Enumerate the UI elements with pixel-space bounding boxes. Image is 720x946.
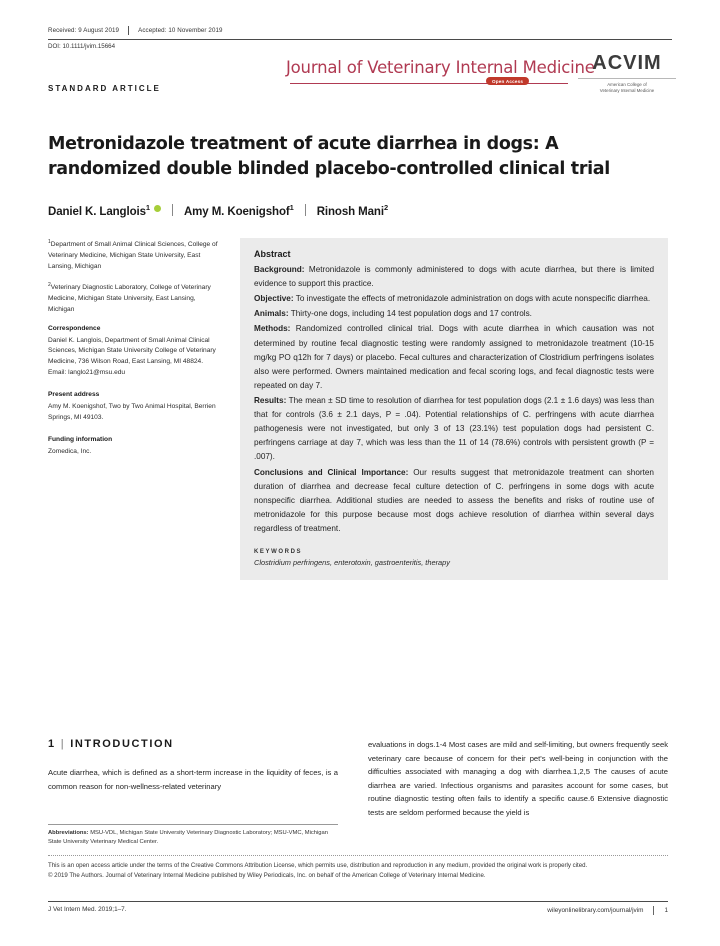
- abstract-label: Objective:: [254, 294, 294, 304]
- doi-line: DOI: 10.1111/jvim.15664: [48, 43, 116, 50]
- author-name: Daniel K. Langlois: [48, 205, 146, 218]
- affiliation-text: Veterinary Diagnostic Laboratory, College of Veterinary Medicine, Michigan State University, East Lansing, Michigan: [48, 284, 211, 313]
- abstract-section-methods: [254, 322, 654, 393]
- abstract-label: Background:: [254, 265, 305, 274]
- abstract-heading: Abstract: [254, 249, 291, 259]
- abstract-text: Metronidazole is commonly administered to dogs with acute diarrhea, but there is limited evidence to support this practice.: [254, 265, 654, 289]
- abstract-text: The mean ± SD time to resolution of diarrhea for test population dogs (2.1 ± 1.6 days) was less than that for controls (3.6 ± 2.1 days, P = .04). Potential relationships of C. perfringens with acute diarrhea pathogenesis were not investigated, but only 3 of 13 (23.1%) test population dogs had persistent C. perfringens carriage at day 7, which was less than the 11 of 14 (78.6%) controls with persistent growth (P = .007).: [254, 395, 654, 462]
- abstract-label: Animals:: [254, 309, 289, 319]
- article-type-label: STANDARD ARTICLE: [48, 84, 161, 93]
- footnote-divider: [48, 855, 668, 856]
- abstract-text: Our results suggest that metronidazole treatment can shorten duration of diarrhea and decrease fecal culture detection of C. perfringens in some dogs with acute nonspecific diarrhea. Additional studies are needed to assess the benefits and risks of routine use of metronidazole for this purpose because most dogs achieve resolution of diarrhea within several days regardless of treatment.: [254, 467, 654, 533]
- abstract-section-objective: [254, 292, 654, 306]
- keywords-heading: KEYWORDS: [254, 549, 303, 556]
- author-divider: [172, 204, 173, 216]
- abstract-text: Thirty-one dogs, including 14 test population dogs and 17 controls.: [288, 309, 532, 319]
- received-date: Received: 9 August 2019: [48, 27, 120, 34]
- affiliation-2: [48, 281, 220, 316]
- page-footer: [48, 906, 668, 915]
- acvim-subtitle-line1: American College of: [607, 81, 647, 87]
- open-access-badge: Open Access: [486, 77, 529, 85]
- footer-divider: [653, 906, 654, 915]
- acvim-wordmark: ACVIM: [592, 52, 662, 74]
- correspondence-email[interactable]: Email: langlo21@msu.edu: [48, 369, 126, 377]
- abstract-section-conclusions: [254, 466, 654, 537]
- abstract-section-results: [254, 394, 654, 465]
- footer-url[interactable]: wileyonlinelibrary.com/journal/jvim: [547, 907, 644, 914]
- funding-text: Zomedica, Inc.: [48, 447, 92, 455]
- correspondence-block: [48, 324, 220, 379]
- author-affiliation-marker: 1: [289, 203, 294, 212]
- author-divider: [305, 204, 306, 216]
- abstract-label: Conclusions and Clinical Importance:: [254, 467, 409, 477]
- affiliation-1: [48, 238, 220, 273]
- section-number: 1: [48, 738, 56, 750]
- article-metadata-sidebar: [48, 238, 220, 468]
- author-name: Rinosh Mani: [316, 205, 384, 218]
- footer-citation: J Vet Intern Med. 2019;1–7.: [48, 906, 127, 913]
- page-number: 1: [664, 907, 668, 914]
- funding-heading: Funding information: [48, 435, 113, 443]
- abstract-label: Results:: [254, 395, 287, 405]
- abstract-section-animals: [254, 307, 654, 321]
- footer-right: [547, 906, 668, 915]
- orcid-icon[interactable]: [154, 205, 161, 212]
- present-address-heading: Present address: [48, 391, 100, 398]
- author-affiliation-marker: 1: [145, 203, 150, 212]
- meta-divider: [128, 26, 129, 35]
- abstract-text: Randomized controlled clinical trial. Dogs with acute diarrhea in which causation was not determined by routine fecal diagnostic testing were randomly assigned to metronidazole treatment (10-15 mg/kg PO q12h for 7 days) or placebo. Fecal cultures and characterization of Clostridium perfringens isolates also were performed. Owners maintained medication and fecal scoring logs, and fecal diagnostic tests were repeated on day 7.: [254, 324, 654, 390]
- affiliation-text: Department of Small Animal Clinical Sciences, College of Veterinary Medicine, Michigan State University, East Lansing, Michigan: [48, 241, 218, 270]
- author-name: Amy M. Koenigshof: [183, 205, 290, 218]
- section-heading-introduction: [48, 738, 174, 750]
- abstract-text: To investigate the effects of metronidazole administration on dogs with acute nonspecific diarrhea.: [293, 294, 651, 304]
- article-title: Metronidazole treatment of acute diarrhea in dogs: A randomized double blinded placebo-controlled clinical trial: [48, 133, 610, 179]
- author-list: [48, 203, 668, 218]
- author-entry: [48, 203, 161, 218]
- intro-paragraph-right: evaluations in dogs.1-4 Most cases are mild and self-limiting, but owners frequently seek veterinary care because of concern for their pet's well-being in conjunction with the difficulties associated with managing a dog with diarrhea.1,2,5 The causes of acute diarrhea are varied. Infectious organisms and parasites account for some cases, but routine diagnostic testing often fails to identify a specific cause.6 Extensive diagnostic tests are seldom performed because the yield is: [368, 740, 668, 817]
- journal-title: Journal of Veterinary Internal Medicine: [286, 58, 595, 77]
- funding-block: [48, 435, 220, 458]
- section-title: INTRODUCTION: [70, 738, 174, 750]
- footer-rule: [48, 901, 668, 902]
- header-rule: [48, 39, 672, 40]
- acvim-subtitle: [578, 78, 676, 95]
- keywords-list: Clostridium perfringens, enterotoxin, gastroenteritis, therapy: [254, 558, 450, 568]
- affiliation-marker: 2: [48, 281, 51, 288]
- abbreviations-note: [48, 824, 338, 848]
- abbreviations-text: MSU-VDL, Michigan State University Veterinary Diagnostic Laboratory; MSU-VMC, Michigan State University Veterinary Medical Center.: [48, 830, 328, 846]
- section-separator: |: [60, 738, 66, 750]
- journal-logo-block: [286, 50, 676, 112]
- copyright-text: © 2019 The Authors. Journal of Veterinary Internal Medicine published by Wiley Periodicals, Inc. on behalf of the American College of Veterinary Internal Medicine.: [48, 872, 486, 880]
- author-affiliation-marker: 2: [383, 203, 389, 212]
- license-block: [48, 861, 668, 882]
- present-address-block: [48, 390, 220, 424]
- correspondence-heading: Correspondence: [48, 324, 101, 332]
- author-entry: [184, 203, 294, 218]
- abstract-label: Methods:: [254, 324, 291, 334]
- author-entry: [317, 203, 388, 218]
- accepted-date: Accepted: 10 November 2019: [138, 27, 223, 34]
- correspondence-text: Daniel K. Langlois, Department of Small Animal Clinical Sciences, Michigan State University College of Veterinary Medicine, 736 Wilson Road, East Lansing, MI 48824.: [48, 336, 216, 366]
- intro-paragraph-left: Acute diarrhea, which is defined as a short-term increase in the liquidity of feces, is a common reason for non-wellness-related veterinary: [48, 768, 338, 791]
- present-address-text: Amy M. Koenigshof, Two by Two Animal Hospital, Berrien Springs, MI 49103.: [48, 402, 216, 421]
- abbreviations-label: Abbreviations:: [48, 830, 89, 836]
- abstract-box: [240, 238, 668, 580]
- abstract-section-background: [254, 263, 654, 291]
- affiliation-marker: 1: [48, 239, 51, 245]
- license-text: This is an open access article under the terms of the Creative Commons Attribution License, which permits use, distribution and reproduction in any medium, provided the original work is properly cited.: [48, 862, 588, 869]
- acvim-subtitle-line2: Veterinary Internal Medicine: [599, 88, 655, 94]
- acvim-logo: [578, 52, 676, 95]
- publication-dates: [48, 26, 672, 40]
